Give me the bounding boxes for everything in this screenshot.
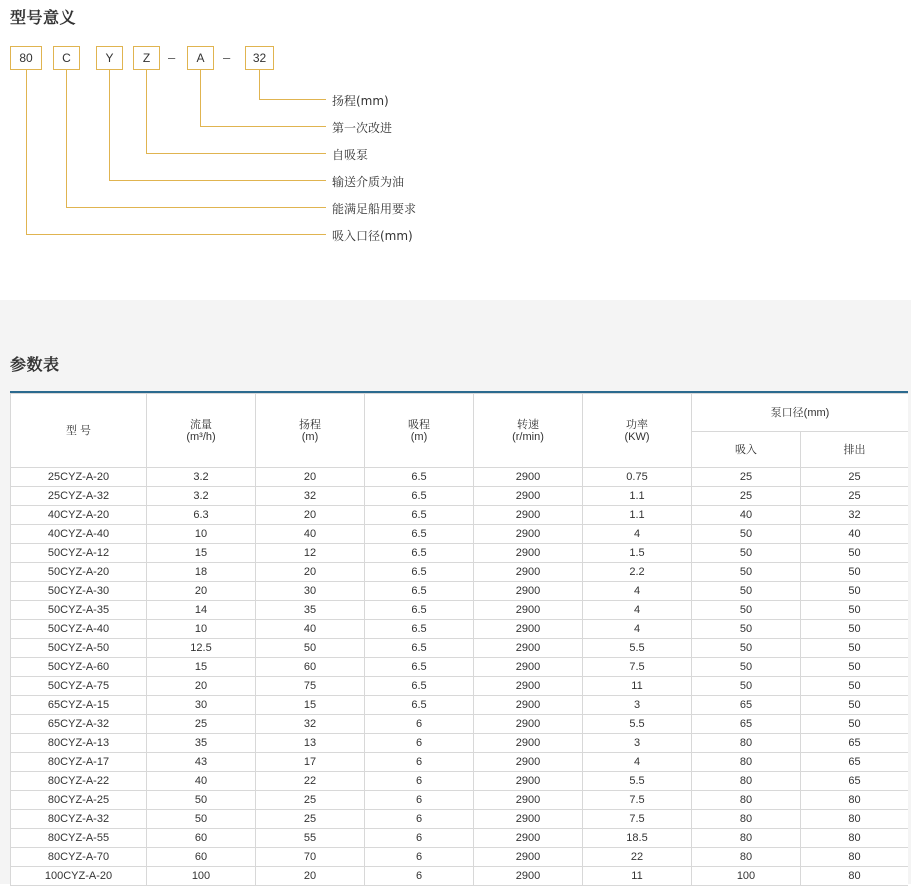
cell-head: 70 (256, 848, 365, 867)
meaning-caliber: 吸入口径(mm) (332, 229, 413, 243)
cell-power: 7.5 (583, 658, 692, 677)
cell-speed: 2900 (474, 487, 583, 506)
cell-head: 75 (256, 677, 365, 696)
cell-speed: 2900 (474, 791, 583, 810)
cell-suction-lift: 6 (365, 810, 474, 829)
cell-suction-lift: 6.5 (365, 677, 474, 696)
cell-port-out: 50 (801, 639, 909, 658)
cell-speed: 2900 (474, 582, 583, 601)
cell-head: 12 (256, 544, 365, 563)
cell-port-out: 50 (801, 544, 909, 563)
cell-head: 32 (256, 487, 365, 506)
cell-flow: 3.2 (147, 487, 256, 506)
cell-flow: 12.5 (147, 639, 256, 658)
cell-speed: 2900 (474, 658, 583, 677)
cell-model: 50CYZ-A-30 (11, 582, 147, 601)
cell-power: 4 (583, 525, 692, 544)
cell-port-out: 40 (801, 525, 909, 544)
header-power: 功率 (KW) (583, 394, 692, 468)
cell-suction-lift: 6.5 (365, 506, 474, 525)
cell-speed: 2900 (474, 544, 583, 563)
cell-port-out: 50 (801, 715, 909, 734)
cell-power: 1.5 (583, 544, 692, 563)
cell-port-in: 80 (692, 791, 801, 810)
cell-speed: 2900 (474, 753, 583, 772)
cell-power: 22 (583, 848, 692, 867)
cell-port-out: 80 (801, 848, 909, 867)
cell-head: 25 (256, 791, 365, 810)
cell-speed: 2900 (474, 867, 583, 886)
meaning-oil: 输送介质为油 (332, 175, 405, 189)
leader-line-head (260, 70, 327, 100)
cell-port-in: 80 (692, 829, 801, 848)
cell-suction-lift: 6.5 (365, 468, 474, 487)
cell-port-in: 80 (692, 753, 801, 772)
cell-suction-lift: 6 (365, 715, 474, 734)
cell-head: 20 (256, 468, 365, 487)
cell-speed: 2900 (474, 601, 583, 620)
leader-line-caliber (27, 70, 327, 235)
cell-head: 15 (256, 696, 365, 715)
cell-flow: 25 (147, 715, 256, 734)
cell-model: 65CYZ-A-15 (11, 696, 147, 715)
cell-head: 20 (256, 867, 365, 886)
cell-power: 2.2 (583, 563, 692, 582)
leader-line-oil (110, 70, 327, 181)
table-row (11, 791, 909, 810)
cell-port-out: 25 (801, 468, 909, 487)
table-row (11, 810, 909, 829)
code-separator: – (168, 50, 176, 65)
cell-head: 20 (256, 563, 365, 582)
cell-model: 80CYZ-A-32 (11, 810, 147, 829)
header-suction-lift: 吸程 (m) (365, 394, 474, 468)
cell-speed: 2900 (474, 468, 583, 487)
cell-power: 4 (583, 601, 692, 620)
meaning-head: 扬程(mm) (332, 94, 389, 108)
cell-port-in: 50 (692, 525, 801, 544)
cell-model: 50CYZ-A-75 (11, 677, 147, 696)
cell-port-in: 40 (692, 506, 801, 525)
cell-suction-lift: 6.5 (365, 582, 474, 601)
table-row (11, 620, 909, 639)
cell-port-out: 80 (801, 791, 909, 810)
cell-flow: 18 (147, 563, 256, 582)
cell-port-out: 50 (801, 620, 909, 639)
table-row (11, 772, 909, 791)
cell-port-out: 50 (801, 677, 909, 696)
cell-power: 5.5 (583, 715, 692, 734)
header-port-out: 排出 (801, 432, 909, 468)
cell-model: 100CYZ-A-20 (11, 867, 147, 886)
cell-flow: 50 (147, 810, 256, 829)
cell-port-out: 50 (801, 696, 909, 715)
cell-model: 80CYZ-A-13 (11, 734, 147, 753)
cell-suction-lift: 6 (365, 867, 474, 886)
cell-port-out: 32 (801, 506, 909, 525)
leader-line-improvement (201, 70, 327, 127)
cell-speed: 2900 (474, 639, 583, 658)
cell-suction-lift: 6.5 (365, 639, 474, 658)
cell-port-in: 50 (692, 582, 801, 601)
cell-model: 80CYZ-A-70 (11, 848, 147, 867)
cell-flow: 100 (147, 867, 256, 886)
table-row (11, 696, 909, 715)
cell-power: 7.5 (583, 810, 692, 829)
cell-power: 1.1 (583, 487, 692, 506)
cell-speed: 2900 (474, 848, 583, 867)
cell-suction-lift: 6 (365, 772, 474, 791)
cell-head: 20 (256, 506, 365, 525)
cell-power: 3 (583, 696, 692, 715)
cell-power: 11 (583, 867, 692, 886)
table-row (11, 734, 909, 753)
code-box-y: Y (96, 46, 123, 70)
header-speed: 转速 (r/min) (474, 394, 583, 468)
cell-port-out: 80 (801, 810, 909, 829)
cell-model: 50CYZ-A-60 (11, 658, 147, 677)
cell-power: 18.5 (583, 829, 692, 848)
cell-port-in: 50 (692, 544, 801, 563)
cell-model: 40CYZ-A-20 (11, 506, 147, 525)
cell-port-in: 50 (692, 658, 801, 677)
model-meaning-section (0, 0, 911, 300)
parameter-table-container (10, 391, 908, 886)
cell-flow: 60 (147, 829, 256, 848)
cell-suction-lift: 6.5 (365, 696, 474, 715)
cell-port-in: 100 (692, 867, 801, 886)
code-box-a: A (187, 46, 214, 70)
cell-power: 0.75 (583, 468, 692, 487)
cell-power: 4 (583, 753, 692, 772)
header-head: 扬程 (m) (256, 394, 365, 468)
cell-flow: 15 (147, 544, 256, 563)
cell-speed: 2900 (474, 525, 583, 544)
cell-port-out: 65 (801, 734, 909, 753)
cell-flow: 43 (147, 753, 256, 772)
table-row (11, 601, 909, 620)
table-row (11, 715, 909, 734)
cell-model: 80CYZ-A-55 (11, 829, 147, 848)
cell-head: 32 (256, 715, 365, 734)
header-port-in: 吸入 (692, 432, 801, 468)
header-pump-port: 泵口径(mm) (692, 394, 909, 432)
cell-suction-lift: 6.5 (365, 525, 474, 544)
cell-power: 5.5 (583, 772, 692, 791)
cell-speed: 2900 (474, 696, 583, 715)
cell-suction-lift: 6 (365, 753, 474, 772)
cell-flow: 20 (147, 582, 256, 601)
cell-speed: 2900 (474, 563, 583, 582)
cell-port-in: 50 (692, 601, 801, 620)
cell-suction-lift: 6.5 (365, 487, 474, 506)
cell-speed: 2900 (474, 620, 583, 639)
cell-head: 55 (256, 829, 365, 848)
cell-port-out: 50 (801, 601, 909, 620)
cell-head: 22 (256, 772, 365, 791)
table-row (11, 544, 909, 563)
cell-port-in: 50 (692, 677, 801, 696)
cell-power: 11 (583, 677, 692, 696)
cell-flow: 10 (147, 525, 256, 544)
cell-port-out: 50 (801, 563, 909, 582)
parameter-table-title: 参数表 (10, 355, 60, 374)
cell-port-out: 80 (801, 829, 909, 848)
table-row (11, 582, 909, 601)
cell-flow: 15 (147, 658, 256, 677)
cell-model: 50CYZ-A-40 (11, 620, 147, 639)
cell-port-in: 50 (692, 563, 801, 582)
table-row (11, 487, 909, 506)
cell-speed: 2900 (474, 506, 583, 525)
cell-speed: 2900 (474, 829, 583, 848)
cell-port-out: 80 (801, 867, 909, 886)
cell-port-out: 65 (801, 772, 909, 791)
cell-speed: 2900 (474, 810, 583, 829)
header-flow: 流量 (m³/h) (147, 394, 256, 468)
cell-port-in: 65 (692, 696, 801, 715)
cell-power: 4 (583, 582, 692, 601)
cell-port-in: 50 (692, 620, 801, 639)
cell-speed: 2900 (474, 715, 583, 734)
cell-power: 7.5 (583, 791, 692, 810)
code-box-c: C (53, 46, 80, 70)
cell-model: 50CYZ-A-20 (11, 563, 147, 582)
cell-port-in: 80 (692, 772, 801, 791)
cell-flow: 6.3 (147, 506, 256, 525)
cell-port-in: 25 (692, 468, 801, 487)
cell-suction-lift: 6.5 (365, 563, 474, 582)
cell-flow: 10 (147, 620, 256, 639)
cell-head: 50 (256, 639, 365, 658)
table-row (11, 677, 909, 696)
cell-port-in: 50 (692, 639, 801, 658)
cell-head: 30 (256, 582, 365, 601)
cell-suction-lift: 6.5 (365, 601, 474, 620)
cell-model: 80CYZ-A-17 (11, 753, 147, 772)
code-box-head: 32 (245, 46, 274, 70)
cell-speed: 2900 (474, 734, 583, 753)
cell-suction-lift: 6.5 (365, 620, 474, 639)
cell-model: 50CYZ-A-12 (11, 544, 147, 563)
leader-line-marine (67, 70, 327, 208)
cell-speed: 2900 (474, 772, 583, 791)
cell-model: 25CYZ-A-32 (11, 487, 147, 506)
cell-port-out: 50 (801, 658, 909, 677)
table-row (11, 468, 909, 487)
cell-suction-lift: 6.5 (365, 544, 474, 563)
code-box-z: Z (133, 46, 160, 70)
meaning-improvement: 第一次改进 (332, 121, 393, 135)
table-row (11, 525, 909, 544)
cell-model: 65CYZ-A-32 (11, 715, 147, 734)
cell-head: 40 (256, 620, 365, 639)
cell-model: 40CYZ-A-40 (11, 525, 147, 544)
cell-model: 25CYZ-A-20 (11, 468, 147, 487)
parameter-table-body (11, 468, 909, 886)
cell-power: 5.5 (583, 639, 692, 658)
cell-flow: 40 (147, 772, 256, 791)
code-box-caliber: 80 (10, 46, 42, 70)
cell-port-out: 50 (801, 582, 909, 601)
cell-head: 60 (256, 658, 365, 677)
cell-head: 13 (256, 734, 365, 753)
cell-flow: 30 (147, 696, 256, 715)
table-row (11, 829, 909, 848)
cell-speed: 2900 (474, 677, 583, 696)
table-row (11, 848, 909, 867)
parameter-table (10, 393, 908, 886)
cell-port-in: 80 (692, 810, 801, 829)
model-meaning-diagram (0, 0, 911, 300)
table-row (11, 753, 909, 772)
cell-port-in: 65 (692, 715, 801, 734)
leader-line-self-priming (147, 70, 327, 154)
table-row (11, 506, 909, 525)
cell-head: 17 (256, 753, 365, 772)
cell-model: 50CYZ-A-50 (11, 639, 147, 658)
cell-head: 40 (256, 525, 365, 544)
cell-power: 4 (583, 620, 692, 639)
cell-suction-lift: 6 (365, 829, 474, 848)
cell-suction-lift: 6 (365, 848, 474, 867)
cell-head: 35 (256, 601, 365, 620)
cell-port-in: 80 (692, 734, 801, 753)
meaning-self-priming: 自吸泵 (332, 148, 369, 162)
table-row (11, 639, 909, 658)
header-model: 型 号 (11, 394, 147, 468)
cell-power: 1.1 (583, 506, 692, 525)
meaning-marine: 能满足船用要求 (332, 202, 417, 216)
cell-port-out: 65 (801, 753, 909, 772)
cell-port-in: 80 (692, 848, 801, 867)
cell-flow: 14 (147, 601, 256, 620)
cell-flow: 20 (147, 677, 256, 696)
cell-flow: 50 (147, 791, 256, 810)
cell-flow: 3.2 (147, 468, 256, 487)
cell-flow: 60 (147, 848, 256, 867)
cell-model: 80CYZ-A-25 (11, 791, 147, 810)
cell-flow: 35 (147, 734, 256, 753)
cell-power: 3 (583, 734, 692, 753)
cell-port-out: 25 (801, 487, 909, 506)
cell-suction-lift: 6 (365, 791, 474, 810)
code-separator: – (223, 50, 231, 65)
cell-head: 25 (256, 810, 365, 829)
cell-port-in: 25 (692, 487, 801, 506)
cell-model: 50CYZ-A-35 (11, 601, 147, 620)
table-row (11, 563, 909, 582)
table-row (11, 658, 909, 677)
cell-suction-lift: 6 (365, 734, 474, 753)
table-row (11, 867, 909, 886)
cell-suction-lift: 6.5 (365, 658, 474, 677)
cell-model: 80CYZ-A-22 (11, 772, 147, 791)
model-meaning-title: 型号意义 (10, 8, 77, 27)
